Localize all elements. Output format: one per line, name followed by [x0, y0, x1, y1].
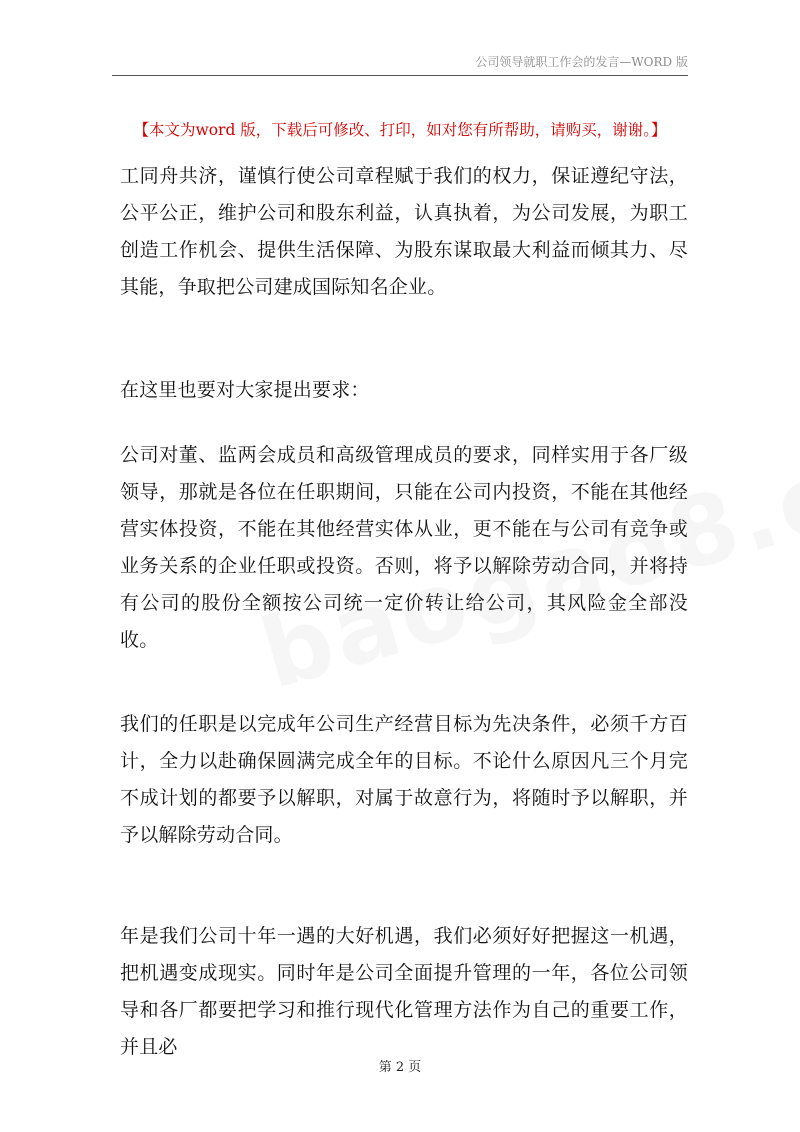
download-notice: 【本文为word 版，下载后可修改、打印，如对您有所帮助，请购买，谢谢。】 — [133, 121, 667, 139]
paragraph-5: 年是我们公司十年一遇的大好机遇，我们必须好好把握这一机遇，把机遇变成现实。同时年是公司全面提升管理的一年，各位公司领导和各厂都要把学习和推行现代化管理方法作为自己的重要工作，并且必 — [120, 925, 688, 1058]
paragraph-3: 公司对董、监两会成员和高级管理成员的要求，同样实用于各厂级领导，那就是各位在任职期间，只能在公司内投资，不能在其他经营实体投资，不能在其他经营实体从业，更不能在与公司有竞争或业务关系的企业任职或投资。否则，将予以解除劳动合同，并将持有公司的股份全额按公司统一定价转让给公司，其风险金全部没收。 — [120, 444, 688, 651]
paragraph-1: 工同舟共济，谨慎行使公司章程赋于我们的权力，保证遵纪守法，公平公正，维护公司和股东利益，认真执着，为公司发展，为职工创造工作机会、提供生活保障、为股东谋取最大利益而倾其力、尽其能，争取把公司建成国际知名企业。 — [120, 165, 688, 298]
header-divider — [112, 75, 688, 76]
paragraph-2: 在这里也要对大家提出要求： — [120, 379, 370, 401]
page-number: 第 2 页 — [378, 1060, 422, 1075]
paragraph-4: 我们的任职是以完成年公司生产经营目标为先决条件，必须千方百计，全力以赴确保圆满完成全年的目标。不论什么原因凡三个月完不成计划的都要予以解职，对属于故意行为，将随时予以解职，并予以解除劳动合同。 — [120, 713, 688, 846]
document-header-title: 公司领导就职工作会的发言—WORD 版 — [475, 55, 688, 69]
